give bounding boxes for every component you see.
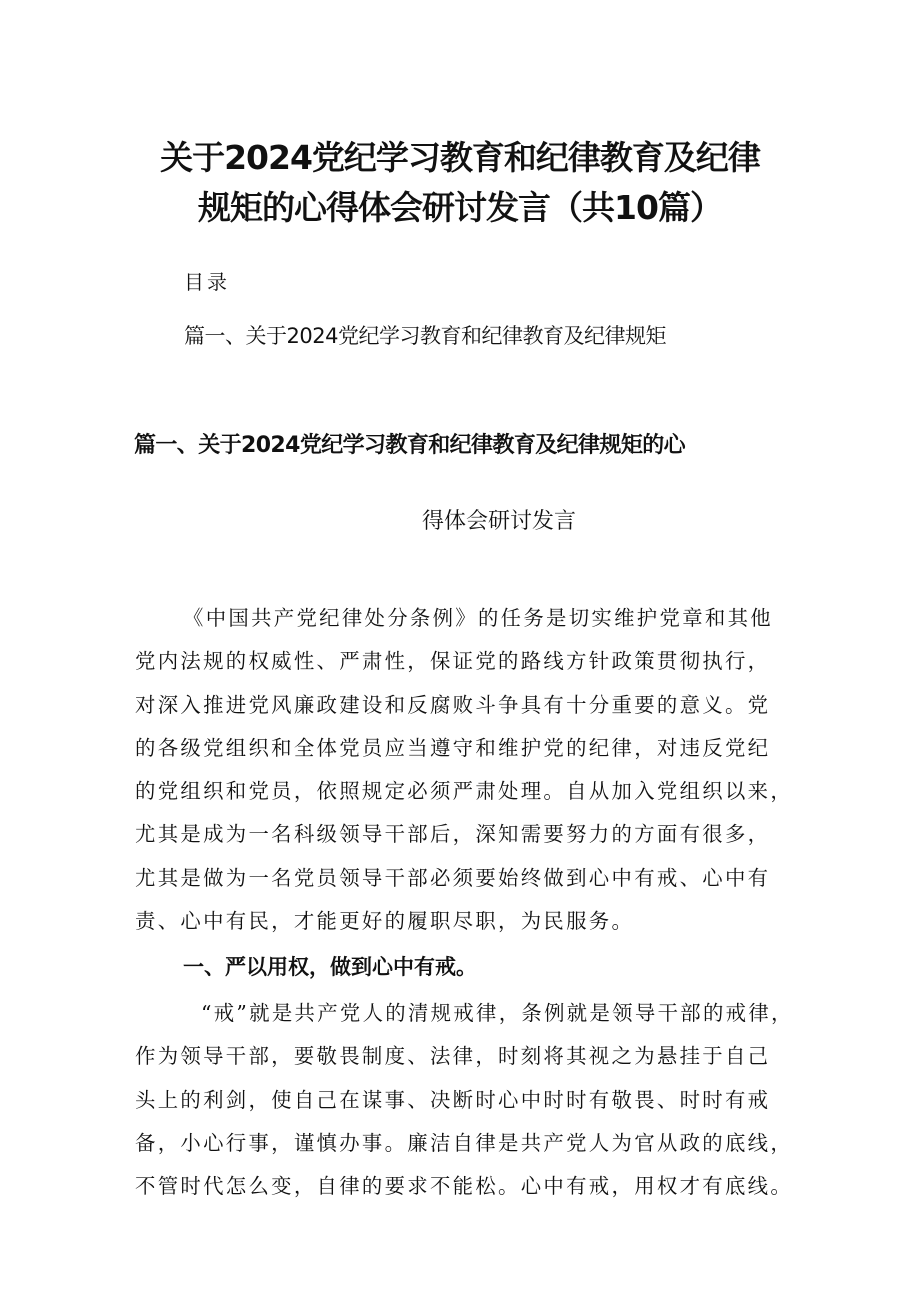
section-title [134,432,784,536]
document-title-line: 规矩的心得体会研讨发言（共10篇） [198,188,722,227]
paragraph-line: 尤其是成为一名科级领导干部后，深知需要努力的方面有很多， [135,822,771,847]
paragraph-line: 不管时代怎么变，自律的要求不能松。心中有戒，用权才有底线。 [135,1174,794,1199]
paragraph-line: “戒”就是共产党人的清规戒律，条例就是领导干部的戒律， [201,1001,794,1025]
paragraph-line: 党内法规的权威性、严肃性，保证党的路线方针政策贯彻执行， [135,649,771,674]
subsection-heading: 一、严以用权，做到心中有戒。 [183,955,477,979]
document-title-line: 关于2024党纪学习教育和纪律教育及纪律 [160,138,760,177]
paragraph-line: 头上的利剑，使自己在谋事、决断时心中时时有敬畏、时时有戒 [135,1087,771,1112]
paragraph-line: 《中国共产党纪律处分条例》的任务是切实维护党章和其他 [183,606,773,630]
paragraph-line: 责、心中有民，才能更好的履职尽职，为民服务。 [135,909,635,934]
body-paragraph [135,992,795,1208]
section-title-line: 篇一、关于2024党纪学习教育和纪律教育及纪律规矩的心 [134,433,686,458]
paragraph-line: 尤其是做为一名党员领导干部必须要始终做到心中有戒、心中有 [135,865,771,890]
toc-label: 目录 [184,270,230,294]
toc-item[interactable]: 篇一、关于2024党纪学习教育和纪律教育及纪律规矩 [184,324,666,348]
paragraph-line: 对深入推进党风廉政建设和反腐败斗争具有十分重要的意义。党 [135,692,771,717]
document-title [100,133,820,233]
paragraph-line: 的党组织和党员，依照规定必须严肃处理。自从加入党组织以来， [135,779,794,804]
paragraph-line: 的各级党组织和全体党员应当遵守和维护党的纪律，对违反党纪 [135,735,771,760]
body-paragraph [135,597,795,943]
paragraph-line: 备，小心行事，谨慎办事。廉洁自律是共产党人为官从政的底线， [135,1130,794,1155]
section-title-line: 得体会研讨发言 [421,509,576,534]
paragraph-line: 作为领导干部，要敬畏制度、法律，时刻将其视之为悬挂于自己 [135,1044,771,1069]
